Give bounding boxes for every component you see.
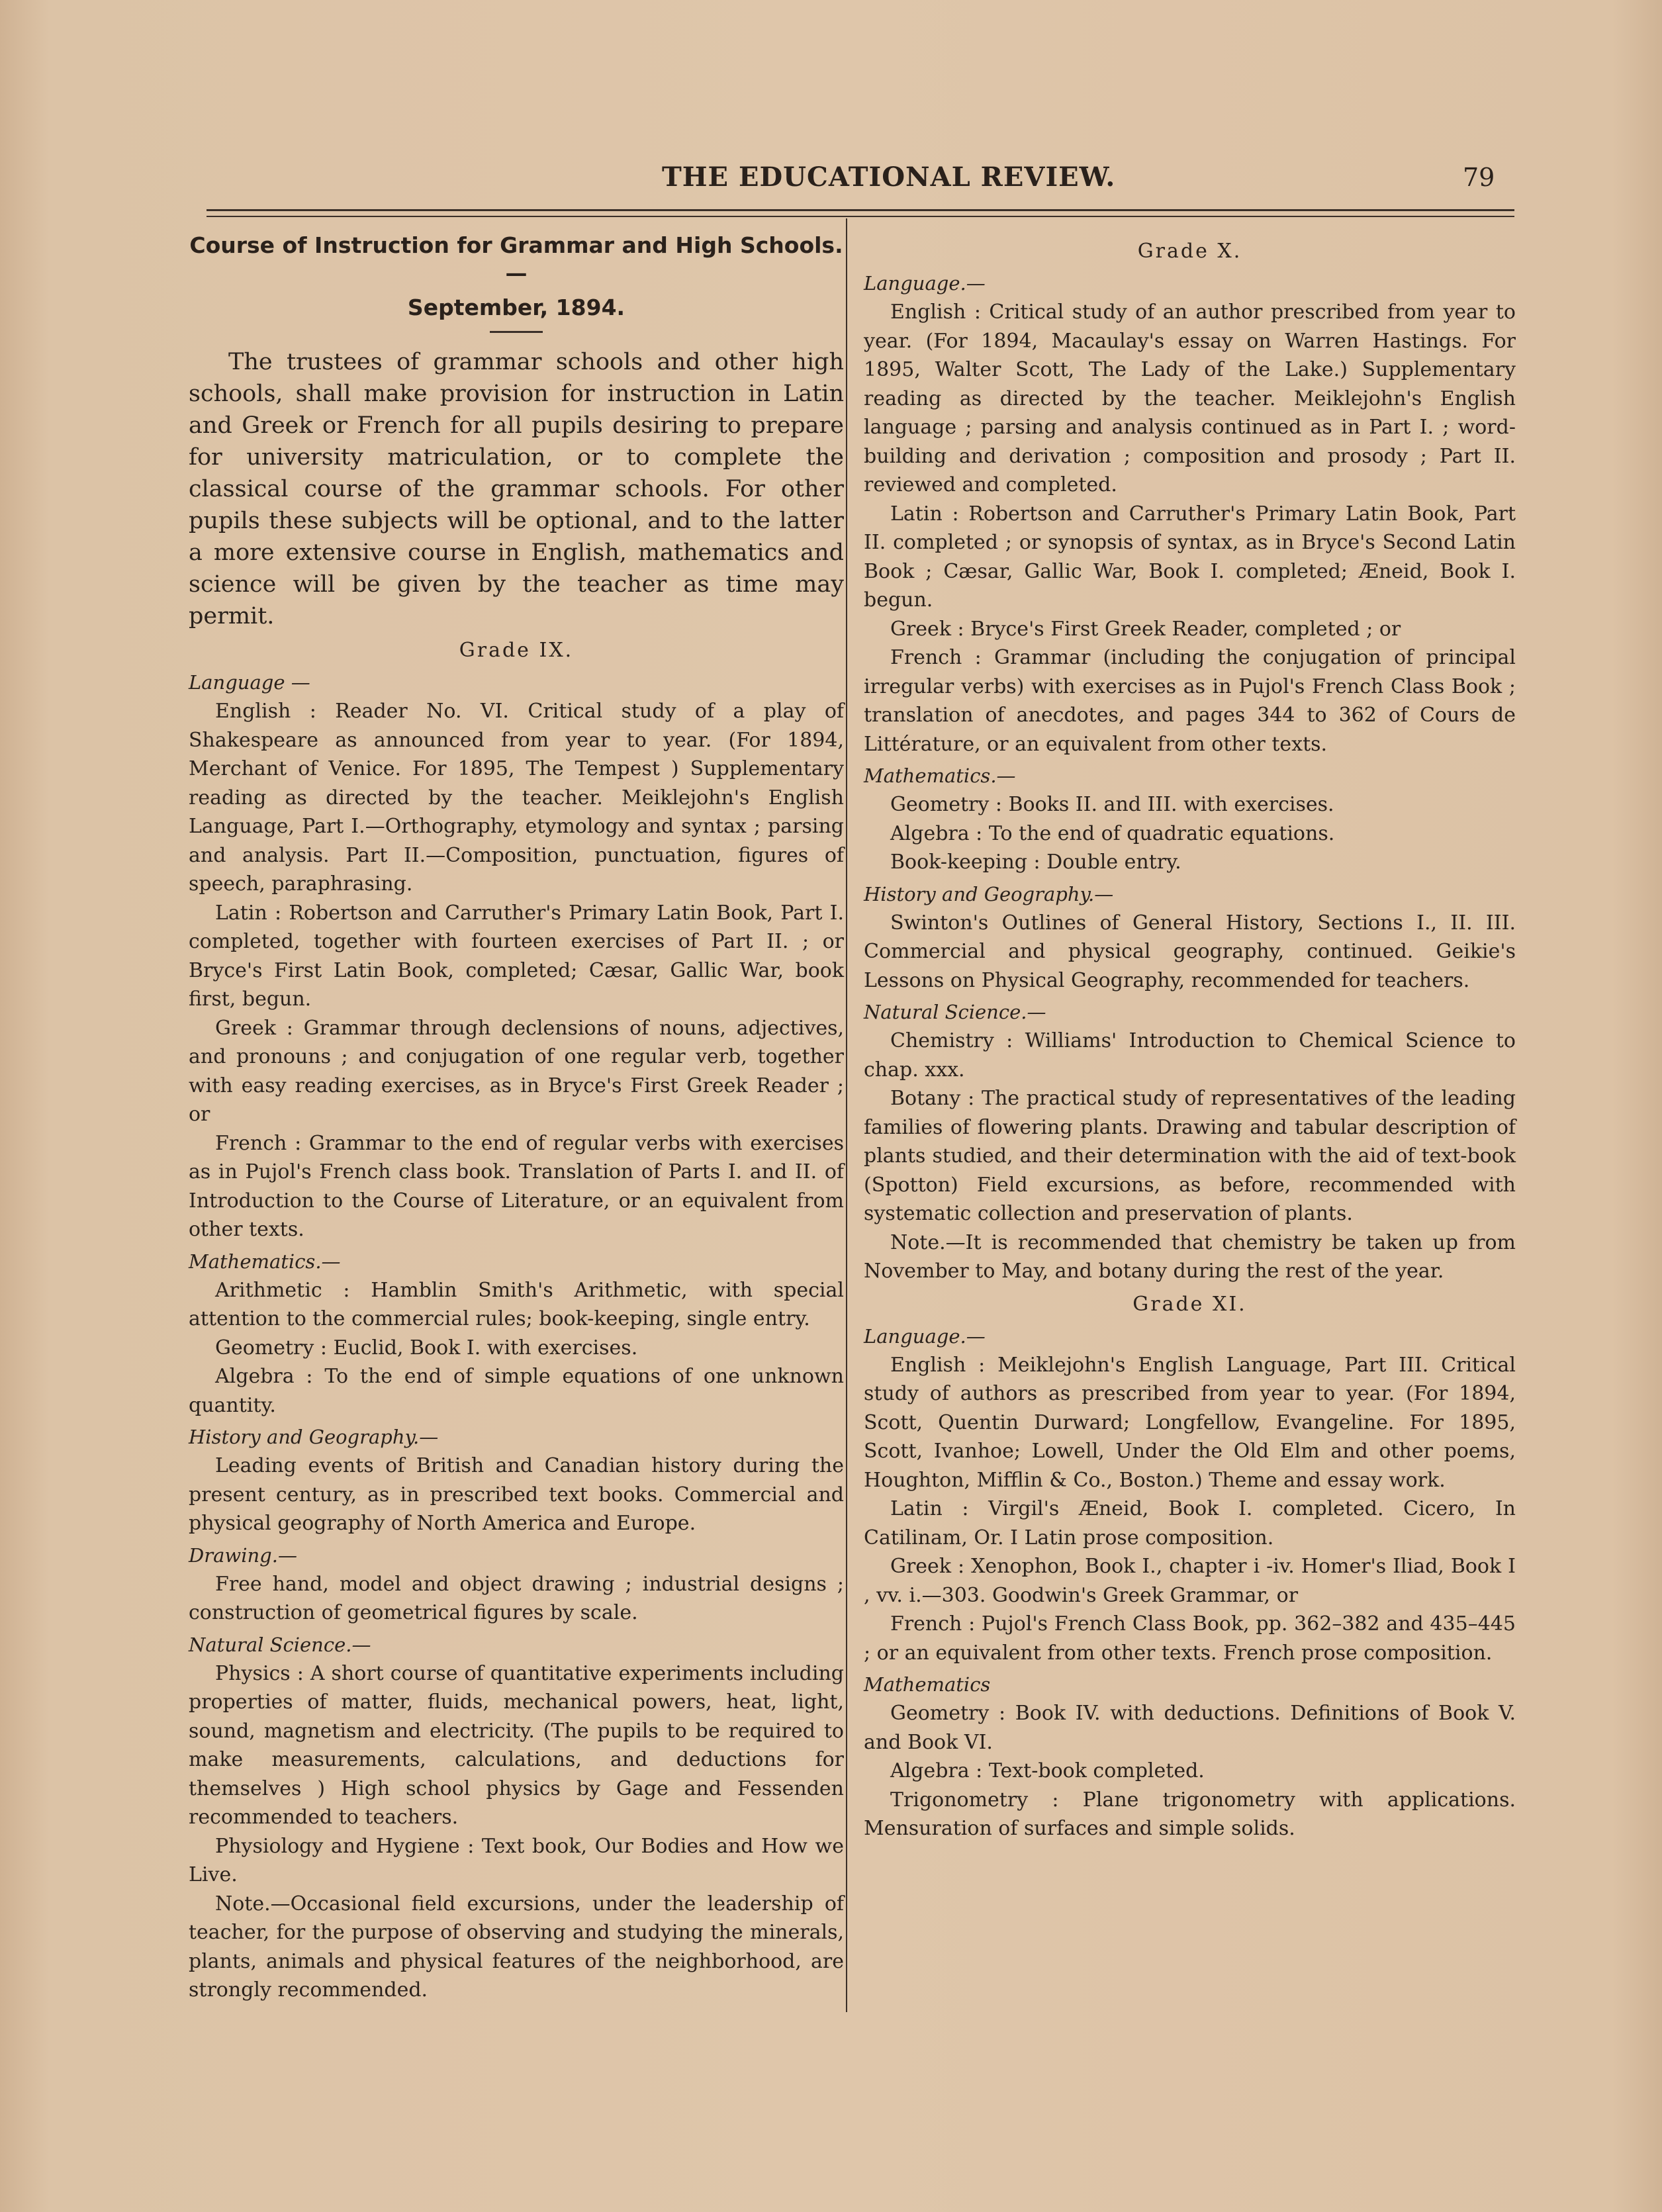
header-rule-top (207, 209, 1514, 211)
running-title: THE EDUCATIONAL REVIEW. (662, 161, 1116, 193)
page-header (0, 161, 1662, 201)
grade-ix-physiology: Physiology and Hygiene : Text book, Our Bodies and How we Live. (189, 1834, 844, 1886)
grade-ix-mathematics-heading: Mathematics.— (189, 1250, 341, 1273)
grade-x-history-heading: History and Geography.— (864, 882, 1114, 905)
grade-x-science-heading: Natural Science.— (864, 1001, 1046, 1023)
grade-xi-french: French : Pujol's French Class Book, pp. 362–382 and 435–445 ; or an equivalent from other texts. French prose composition. (864, 1612, 1516, 1665)
grade-ix-heading: Grade IX. (459, 639, 574, 662)
grade-ix-algebra: Algebra : To the end of simple equations of one unknown quantity. (189, 1365, 844, 1417)
grade-xi-geometry: Geometry : Book IV. with deductions. Definitions of Book V. and Book VI. (864, 1702, 1516, 1754)
grade-x-language-heading: Language.— (864, 272, 986, 295)
grade-xi-mathematics-heading: Mathematics (864, 1673, 991, 1696)
grade-ix-science-heading: Natural Science.— (189, 1633, 371, 1656)
grade-x-botany: Botany : The practical study of representatives of the leading families of flowering plants. Drawing and tabular description of plants studied, and their determination with the aid of text-book (Spotton) Field excursions, as before, recommended with systematic collection and preservation of plants. (864, 1087, 1516, 1225)
grade-x-french: French : Grammar (including the conjugation of principal irregular verbs) with exercises as in Pujol's French Class Book ; translation of anecdotes, and pages 344 to 362 of Cours de Littérature, or an equivalent from other texts. (864, 646, 1516, 756)
grade-ix-physics: Physics : A short course of quantitative experiments including properties of matter, fluids, mechanical powers, heat, light, sound, magnetism and electricity. (The pupils to be required to make measurements, calculations, and deductions for themselves ) High school physics by Gage and Fessenden recommended to teachers. (189, 1661, 844, 1829)
grade-x-english: English : Critical study of an author prescribed from year to year. (For 1894, Macaulay's essay on Warren Hastings. For 1895, Walter Scott, The Lady of the Lake.) Supplementary reading as directed by the teacher. Meiklejohn's English language ; parsing and analysis continued as in Part I. ; word-building and derivation ; composition and prosody ; Part II. reviewed and completed. (864, 300, 1516, 496)
grade-xi-language-heading: Language.— (864, 1324, 986, 1348)
grade-xi-algebra: Algebra : Text-book completed. (890, 1759, 1205, 1782)
grade-x-latin: Latin : Robertson and Carruther's Primary Latin Book, Part II. completed ; or synopsis of syntax, as in Bryce's Second Latin Book ; Cæsar, Gallic War, Book I. completed; Æneid, Book I. begun. (864, 502, 1516, 612)
grade-ix-french: French : Grammar to the end of regular verbs with exercises as in Pujol's French class book. Translation of Parts I. and II. of Introduction to the Course of Literature, or an equivalent from other texts. (189, 1131, 844, 1241)
intro-paragraph: The trustees of grammar schools and other high schools, shall make provision for instruction in Latin and Greek or French for all pupils desiring to prepare for university matriculation, or to complete the classical course of the grammar schools. For other pupils these subjects will be optional, and to the latter a more extensive course in English, mathematics and science will be given by the teacher as time may permit. (189, 349, 844, 629)
grade-ix-greek: Greek : Grammar through declensions of nouns, adjectives, and pronouns ; and conjugation of one regular verb, together with easy reading exercises, as in Bryce's First Greek Reader ; or (189, 1016, 844, 1126)
article-title-line1: Course of Instruction for Grammar and High Schools.— (189, 232, 843, 286)
header-rule-bottom (207, 216, 1514, 217)
page-number: 79 (1463, 163, 1495, 192)
title-rule (490, 331, 543, 333)
left-column (189, 225, 844, 2005)
grade-xi-english: English : Meiklejohn's English Language, Part III. Critical study of authors as prescribed from year to year. (For 1894, Scott, Quentin Durward; Longfellow, Evangeline. For 1895, Scott, Ivanhoe; Lowell, Under the Old Elm and other poems, Houghton, Mifflin & Co., Boston.) Theme and essay work. (864, 1353, 1516, 1492)
right-column (864, 225, 1516, 1843)
grade-x-note: Note.—It is recommended that chemistry be taken up from November to May, and botany during the rest of the year. (864, 1230, 1516, 1283)
grade-ix-drawing-heading: Drawing.— (189, 1544, 297, 1567)
grade-xi-greek: Greek : Xenophon, Book I., chapter i -iv. Homer's Iliad, Book I , vv. i.—303. Goodwin's Greek Grammar, or (864, 1555, 1516, 1607)
grade-ix-arithmetic: Arithmetic : Hamblin Smith's Arithmetic, with special attention to the commercial rules; book-keeping, single entry. (189, 1278, 844, 1330)
grade-ix-history-heading: History and Geography.— (189, 1426, 439, 1448)
grade-x-chemistry: Chemistry : Williams' Introduction to Chemical Science to chap. xxx. (864, 1029, 1516, 1082)
article-title-line2: September, 1894. (407, 295, 625, 320)
grade-x-algebra: Algebra : To the end of quadratic equations. (890, 821, 1335, 845)
grade-xi-latin: Latin : Virgil's Æneid, Book I. completed. Cicero, In Catilinam, Or. I Latin prose composition. (864, 1497, 1516, 1549)
grade-ix-history: Leading events of British and Canadian history during the present century, as in prescribed text books. Commercial and physical geography of North America and Europe. (189, 1454, 844, 1535)
grade-x-mathematics-heading: Mathematics.— (864, 764, 1016, 787)
grade-ix-language-heading: Language — (189, 671, 310, 694)
grade-x-greek: Greek : Bryce's First Greek Reader, completed ; or (890, 617, 1401, 641)
grade-x-bookkeeping: Book-keeping : Double entry. (890, 851, 1181, 874)
grade-xi-trigonometry: Trigonometry : Plane trigonometry with applications. Mensuration of surfaces and simple solids. (864, 1788, 1516, 1840)
grade-ix-english: English : Reader No. VI. Critical study of a play of Shakespeare as announced from year to year. (For 1894, Merchant of Venice. For 1895, The Tempest ) Supplementary reading as directed by the teacher. Meiklejohn's English Language, Part I.—Orthography, etymology and syntax ; parsing and analysis. Part II.—Composition, punctuation, figures of speech, paraphrasing. (189, 700, 844, 896)
grade-ix-drawing: Free hand, model and object drawing ; industrial designs ; construction of geometrical figures by scale. (189, 1572, 844, 1624)
grade-ix-geometry: Geometry : Euclid, Book I. with exercises. (215, 1336, 638, 1359)
grade-ix-note: Note.—Occasional field excursions, under the leadership of teacher, for the purpose of observing and studying the minerals, plants, animals and physical features of the neighborhood, are strongly recommended. (189, 1892, 844, 2002)
grade-ix-latin: Latin : Robertson and Carruther's Primary Latin Book, Part I. completed, together with fourteen exercises of Part II. ; or Bryce's First Latin Book, completed; Cæsar, Gallic War, book first, begun. (189, 901, 844, 1011)
grade-x-geometry: Geometry : Books II. and III. with exercises. (890, 793, 1334, 816)
column-divider (846, 218, 847, 2012)
grade-x-heading: Grade X. (1137, 240, 1242, 263)
grade-x-history: Swinton's Outlines of General History, Sections I., II. III. Commercial and physical geography, continued. Geikie's Lessons on Physical Geography, recommended for teachers. (864, 911, 1516, 992)
grade-xi-heading: Grade XI. (1132, 1292, 1247, 1316)
